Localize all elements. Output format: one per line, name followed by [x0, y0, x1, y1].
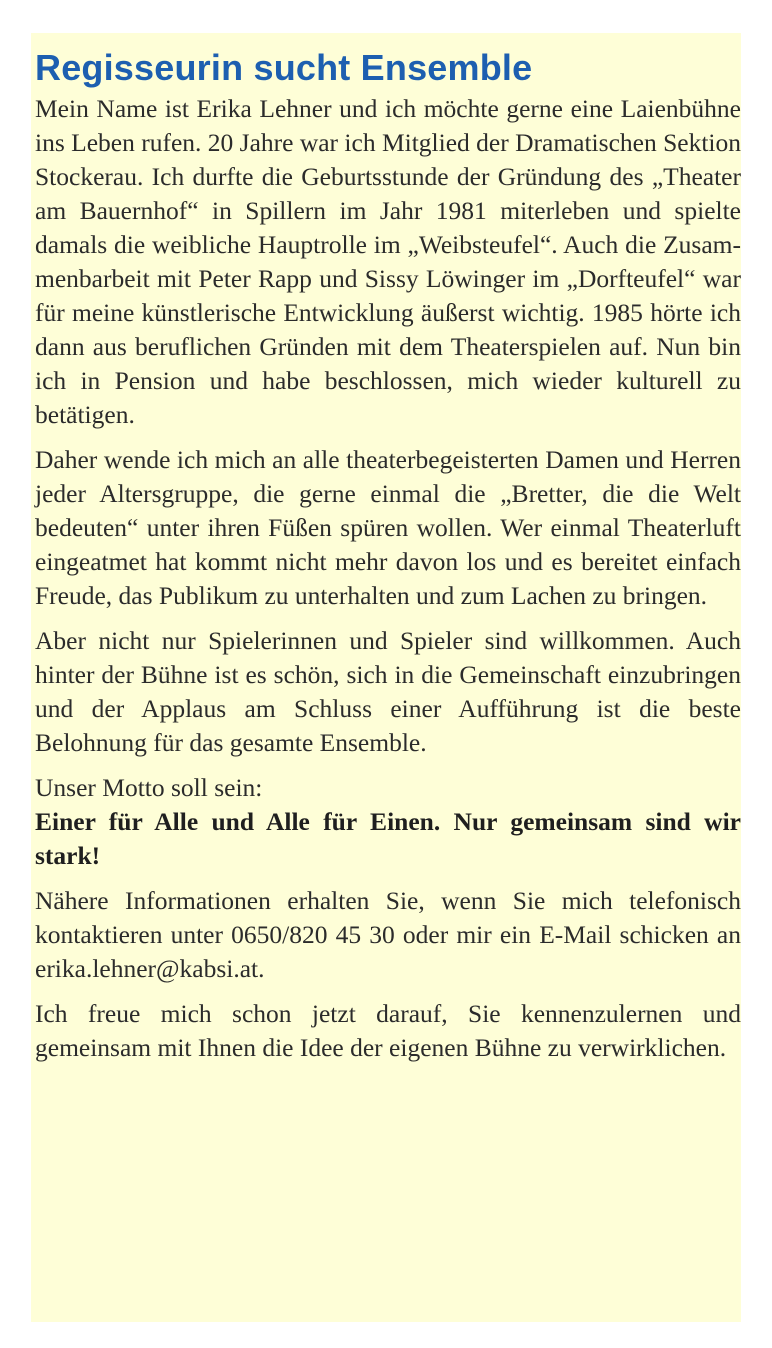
- paragraph-contact: Nähere Informationen erhalten Sie, wenn Sie mich telefonisch kontaktieren unter 0650/820 45 30 oder mir ein E-Mail schicken an erika.lehner@kabsi.at.: [35, 886, 741, 983]
- article-panel: [31, 33, 741, 1322]
- motto-text: Einer für Alle und Alle für Einen. Nur gemeinsam sind wir stark!: [35, 807, 741, 870]
- article-title: Regisseurin sucht Ensemble: [35, 47, 533, 88]
- motto-intro: Unser Motto soll sein:: [35, 773, 263, 802]
- paragraph-closing: Ich freue mich schon jetzt darauf, Sie kennenzulernen und gemeinsam mit Ihnen die Idee der eigenen Bühne zu verwirklichen.: [35, 999, 741, 1062]
- paragraph-introduction: Mein Name ist Erika Lehner und ich möchte gerne eine Laienbühne ins Leben rufen. 20 Jahre war ich Mitglied der Dramatischen Sektion Stockerau. Ich durfte die Geburtsstunde der Gründung des „Theater am Bauernhof“ in Spillern im Jahr 1981 miterleben und spielte damals die weibliche Hauptrolle im „Weibsteufel“. Auch die Zusammenbarbeit mit Peter Rapp und Sissy Löwinger im „Dorfteufel“ war für meine künstlerische Entwicklung äußerst wichtig. 1985 hörte ich dann aus beruflichen Gründen mit dem Theaterspielen auf. Nun bin ich in Pension und habe beschlossen, mich wieder kulturell zu betätigen.: [35, 94, 741, 429]
- paragraph-invitation: Daher wende ich mich an alle theaterbegeisterten Damen und Herren jeder Altersgruppe, die gerne einmal die „Bretter, die die Welt bedeuten“ unter ihren Füßen spüren wollen. Wer einmal Theaterluft eingeatmet hat kommt nicht mehr davon los und es bereitet einfach Freude, das Publikum zu unterhalten und zum Lachen zu bringen.: [35, 445, 741, 610]
- paragraph-backstage: Aber nicht nur Spielerinnen und Spieler sind willkommen. Auch hinter der Bühne ist es schön, sich in die Gemeinschaft einzubringen und der Applaus am Schluss einer Aufführung ist die beste Belohnung für das gesamte Ensemble.: [35, 626, 741, 757]
- motto-block: [35, 771, 741, 873]
